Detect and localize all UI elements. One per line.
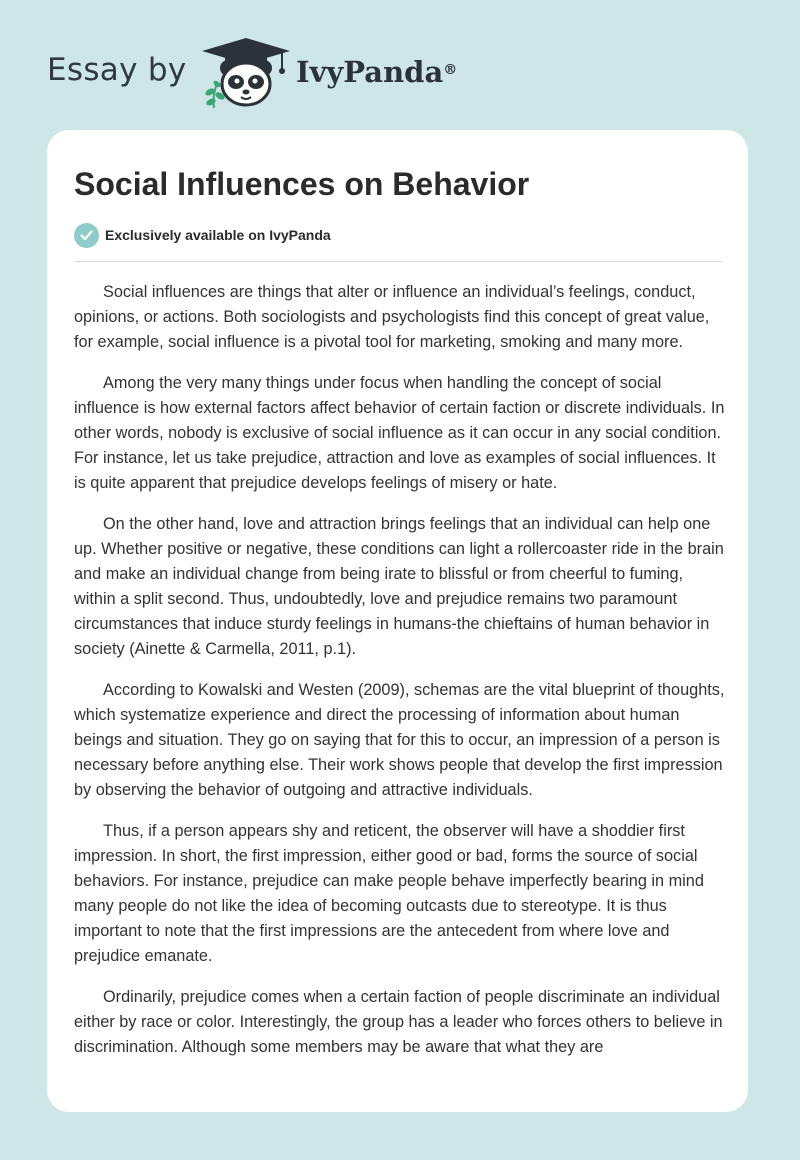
brand-name-text: IvyPanda: [296, 55, 444, 89]
essay-title: Social Influences on Behavior: [74, 166, 530, 202]
brand-name[interactable]: [296, 54, 457, 90]
essay-body: [74, 280, 726, 1076]
paragraph-1: Social influences are things that alter or influence an individual’s feelings, conduct, opinions, or actions. Both sociologists and psychologists find this concept of great value, for example, social influence is a pivotal tool for marketing, smoking and many more.: [74, 283, 710, 351]
paragraph-2: Among the very many things under focus when handling the concept of social influence is how external factors affect behavior of certain faction or discrete individuals. In other words, nobody is exclusive of social influence as it can occur in any social condition. For instance, let us take prejudice, attraction and love as examples of social influences. It is quite apparent that prejudice develops feelings of misery or hate.: [74, 374, 725, 492]
paragraph-3: On the other hand, love and attraction brings feelings that an individual can help one up. Whether positive or negative, these conditions can light a rollercoaster ride in the brain and make an individual change from being irate to blissful or from cheerful to fuming, within a split second. Thus, undoubtedly, love and prejudice remains two paramount circumstances that induce sturdy feelings in humans-the chieftains of human behavior in society (Ainette & Carmella, 2011, p.1).: [74, 515, 724, 658]
essay-by-label: Essay by: [47, 52, 187, 88]
paragraph-5: Thus, if a person appears shy and reticent, the observer will have a shoddier first impression. In short, the first impression, either good or bad, forms the source of social behaviors. For instance, prejudice can make people behave imperfectly bearing in mind many people do not like the idea of becoming outcasts due to stereotype. It is thus important to note that the first impressions are the antecedent from where love and prejudice emanate.: [74, 822, 704, 965]
registered-mark: ®: [443, 62, 458, 78]
panda-logo-icon[interactable]: [198, 36, 294, 108]
essay-card: [47, 130, 748, 1112]
check-circle-icon: [74, 223, 99, 248]
divider: [74, 261, 722, 262]
paragraph-4: According to Kowalski and Westen (2009), schemas are the vital blueprint of thoughts, which systematize experience and direct the processing of information about human beings and situation. They go on saying that for this to occur, an impression of a person is necessary before anything else. Their work shows people that develop the first impression by observing the behavior of outgoing and attractive individuals.: [74, 681, 725, 799]
exclusive-badge-label: Exclusively available on IvyPanda: [105, 227, 331, 243]
site-header: [0, 0, 800, 130]
exclusive-badge: [74, 222, 331, 248]
paragraph-6: Ordinarily, prejudice comes when a certain faction of people discriminate an individual either by race or color. Interestingly, the group has a leader who forces others to believe in discrimination. Although some members may be aware that what they are: [74, 988, 723, 1056]
